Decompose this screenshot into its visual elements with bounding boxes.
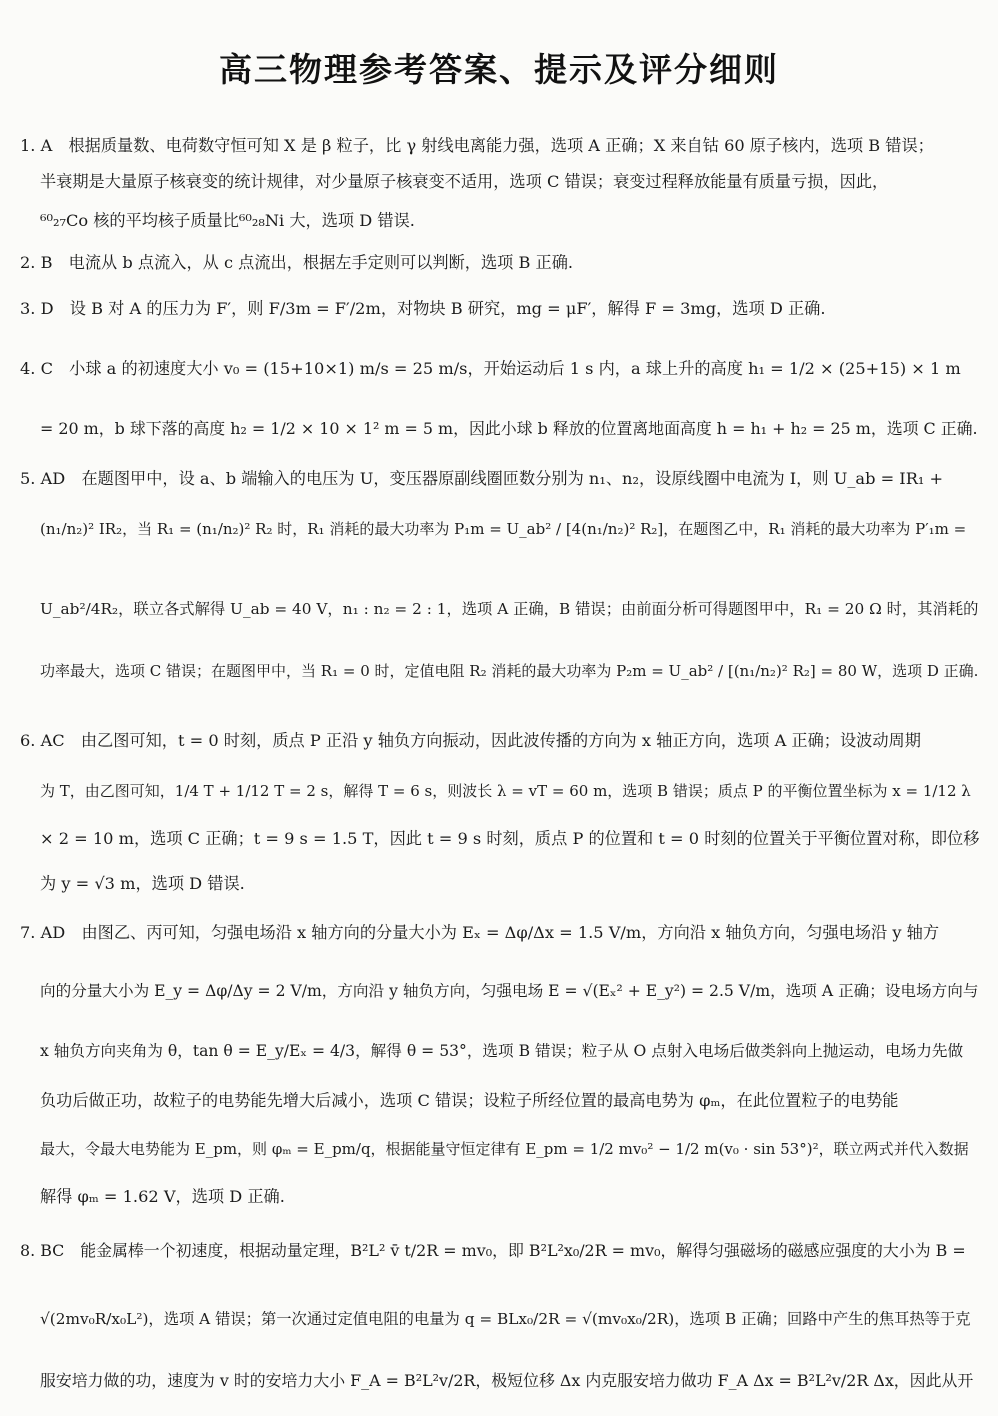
text-line: U_ab²/4R₂，联立各式解得 U_ab = 40 V，n₁ : n₂ = 2 : 1，选项 A 正确，B 错误；由前面分析可得题图甲中，R₁ = 20 Ω 时，其消耗的 bbox=[40, 600, 979, 618]
text-line: 为 T，由乙图可知，1/4 T + 1/12 T = 2 s，解得 T = 6 s，则波长 λ = vT = 60 m，选项 B 错误；质点 P 的平衡位置坐标为 x = 1/12 λ bbox=[40, 782, 971, 800]
text-line: x 轴负方向夹角为 θ，tan θ = E_y/Eₓ = 4/3，解得 θ = 53°，选项 B 错误；粒子从 O 点射入电场后做类斜向上抛运动，电场力先做 bbox=[40, 1042, 964, 1060]
text-line: 5. AD 在题图甲中，设 a、b 端输入的电压为 U，变压器原副线圈匝数分别为 n₁、n₂，设原线圈中电流为 I，则 U_ab = IR₁ + bbox=[20, 469, 944, 488]
text-line: 向的分量大小为 E_y = Δφ/Δy = 2 V/m，方向沿 y 轴负方向，匀强电场 E = √(Eₓ² + E_y²) = 2.5 V/m，选项 A 正确；设电场方向与 bbox=[40, 982, 979, 1000]
text-line: 半衰期是大量原子核衰变的统计规律，对少量原子核衰变不适用，选项 C 错误；衰变过程释放能量有质量亏损，因此， bbox=[40, 172, 889, 191]
text-line: 服安培力做的功，速度为 v 时的安培力大小 F_A = B²L²v/2R，极短位移 Δx 内克服安培力做功 F_A Δx = B²L²v/2R Δx，因此从开 bbox=[40, 1371, 974, 1390]
text-line: 4. C 小球 a 的初速度大小 v₀ = (15+10×1) m/s = 25 m/s，开始运动后 1 s 内，a 球上升的高度 h₁ = 1/2 × (25+15) × 1 m bbox=[20, 359, 961, 378]
text-line: 负功后做正功，故粒子的电势能先增大后减小，选项 C 错误；设粒子所经位置的最高电势为 φₘ，在此位置粒子的电势能 bbox=[40, 1091, 899, 1110]
text-line: ⁶⁰₂₇Co 核的平均核子质量比⁶⁰₂₈Ni 大，选项 D 错误. bbox=[40, 211, 415, 230]
text-line: 解得 φₘ = 1.62 V，选项 D 正确. bbox=[40, 1187, 285, 1206]
text-line: 3. D 设 B 对 A 的压力为 F′，则 F/3m = F′/2m，对物块 B 研究，mg = μF′，解得 F = 3mg，选项 D 正确. bbox=[20, 299, 826, 318]
text-line: = 20 m，b 球下落的高度 h₂ = 1/2 × 10 × 1² m = 5 m，因此小球 b 释放的位置离地面高度 h = h₁ + h₂ = 25 m，选项 C 正确. bbox=[40, 419, 978, 438]
text-line: 功率最大，选项 C 错误；在题图甲中，当 R₁ = 0 时，定值电阻 R₂ 消耗的最大功率为 P₂m = U_ab² / [(n₁/n₂)² R₂] = 80 W，选项 D 正确. bbox=[40, 662, 979, 680]
page-title: 高三物理参考答案、提示及评分细则 bbox=[219, 50, 779, 89]
text-line: 7. AD 由图乙、丙可知，匀强电场沿 x 轴方向的分量大小为 Eₓ = Δφ/Δx = 1.5 V/m，方向沿 x 轴负方向，匀强电场沿 y 轴方 bbox=[20, 923, 940, 942]
text-line: 1. A 根据质量数、电荷数守恒可知 X 是 β 粒子，比 γ 射线电离能力强，选项 A 正确；X 来自钴 60 原子核内，选项 B 错误； bbox=[20, 136, 934, 155]
text-line: × 2 = 10 m，选项 C 正确；t = 9 s = 1.5 T，因此 t = 9 s 时刻，质点 P 的位置和 t = 0 时刻的位置关于平衡位置对称，即位移 bbox=[40, 829, 980, 848]
text-line: 最大，令最大电势能为 E_pm，则 φₘ = E_pm/q，根据能量守恒定律有 E_pm = 1/2 mv₀² − 1/2 m(v₀ · sin 53°)²，联立两式并代入数据 bbox=[40, 1140, 969, 1158]
text-line: (n₁/n₂)² IR₂，当 R₁ = (n₁/n₂)² R₂ 时，R₁ 消耗的最大功率为 P₁m = U_ab² / [4(n₁/n₂)² R₂]，在题图乙中，R₁ 消耗的最大功率为 P′₁m = bbox=[40, 520, 967, 538]
text-line: 8. BC 能金属棒一个初速度，根据动量定理，B²L² v̄ t/2R = mv₀，即 B²L²x₀/2R = mv₀，解得匀强磁场的磁感应强度的大小为 B = bbox=[20, 1241, 966, 1260]
text-line: 为 y = √3 m，选项 D 错误. bbox=[40, 874, 245, 893]
text-line: 6. AC 由乙图可知，t = 0 时刻，质点 P 正沿 y 轴负方向振动，因此波传播的方向为 x 轴正方向，选项 A 正确；设波动周期 bbox=[20, 731, 921, 750]
text-line: √(2mv₀R/x₀L²)，选项 A 错误；第一次通过定值电阻的电量为 q = BLx₀/2R = √(mv₀x₀/2R)，选项 B 正确；回路中产生的焦耳热等于克 bbox=[40, 1310, 971, 1328]
text-line: 2. B 电流从 b 点流入，从 c 点流出，根据左手定则可以判断，选项 B 正确. bbox=[20, 253, 574, 272]
